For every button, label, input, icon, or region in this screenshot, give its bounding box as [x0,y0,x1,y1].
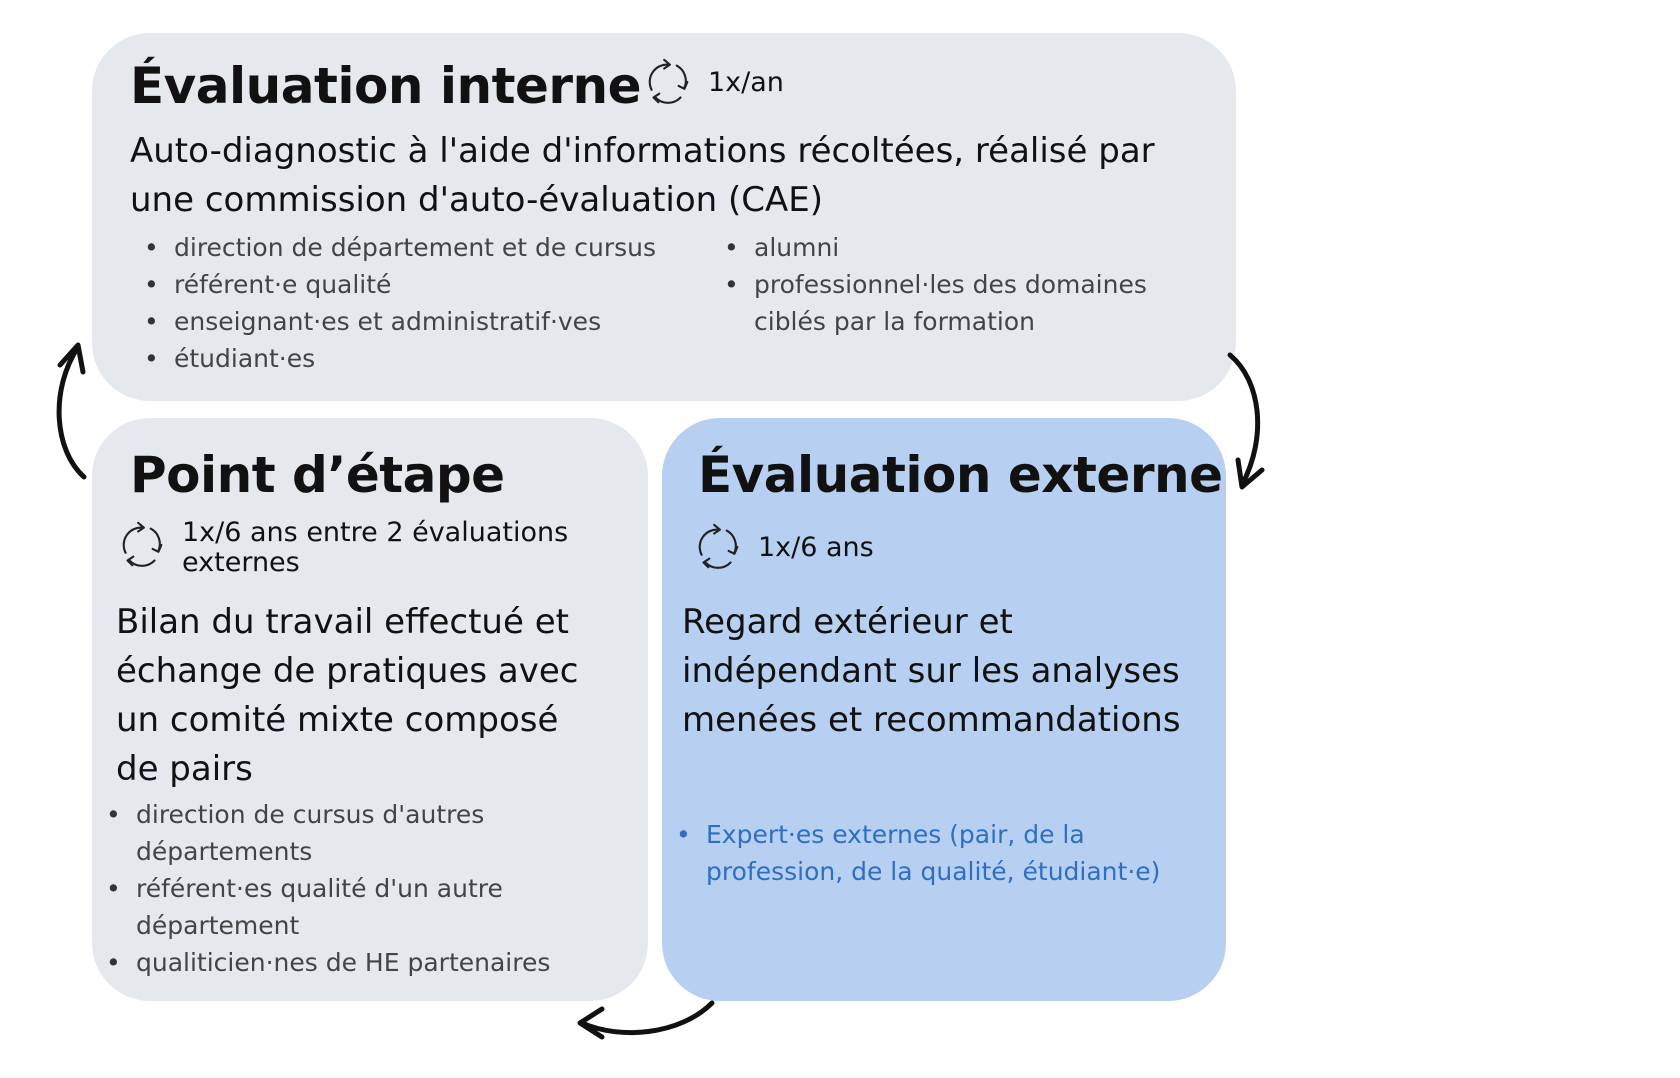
list-item: • professionnel·les des domaines ciblés par la formation [710,266,1220,340]
list-item: • référent·e qualité [130,266,690,303]
step-frequency [114,518,584,578]
curved-arrow-icon [1220,350,1280,500]
list-item: • direction de département et de cursus [130,229,690,266]
external-frequency-text: 1x/6 ans [758,532,874,563]
internal-participants-right [710,229,1220,340]
step-title: Point d’étape [130,446,505,504]
internal-description: Auto-diagnostic à l'aide d'informations récoltées, réalisé par une commission d'auto-évaluation (CAE) [130,131,1155,220]
step-card [92,418,648,1001]
list-item: • référent·es qualité d'un autre département [92,870,562,944]
external-frequency [690,520,874,576]
list-item: • qualiticien·nes de HE partenaires [92,944,562,981]
list-item: • alumni [710,229,1220,266]
step-description: Bilan du travail effectué et échange de pratiques avec un comité mixte composé de pairs [116,602,579,789]
internal-evaluation-card [92,33,1236,401]
list-item: • direction de cursus d'autres départements [92,796,562,870]
curved-arrow-icon [570,995,720,1055]
curved-arrow-icon [40,335,100,485]
refresh-cycle-icon [640,55,696,111]
step-participants [92,796,562,981]
internal-frequency-text: 1x/an [708,67,784,98]
external-evaluation-card [662,418,1226,1001]
refresh-cycle-icon [690,520,746,576]
list-item: • étudiant·es [130,340,690,377]
internal-participants-left [130,229,690,377]
internal-evaluation-title: Évaluation interne [130,57,642,115]
list-item: • enseignant·es et administratif·ves [130,303,690,340]
step-frequency-text: 1x/6 ans entre 2 évaluations externes [182,517,569,578]
internal-frequency [640,55,784,111]
external-description: Regard extérieur et indépendant sur les analyses menées et recommandations [682,602,1181,740]
external-evaluation-title: Évaluation externe [698,446,1223,504]
list-item: • Expert·es externes (pair, de la profession, de la qualité, étudiant·e) [662,816,1162,890]
external-participants [662,816,1162,890]
refresh-cycle-icon [114,518,170,574]
